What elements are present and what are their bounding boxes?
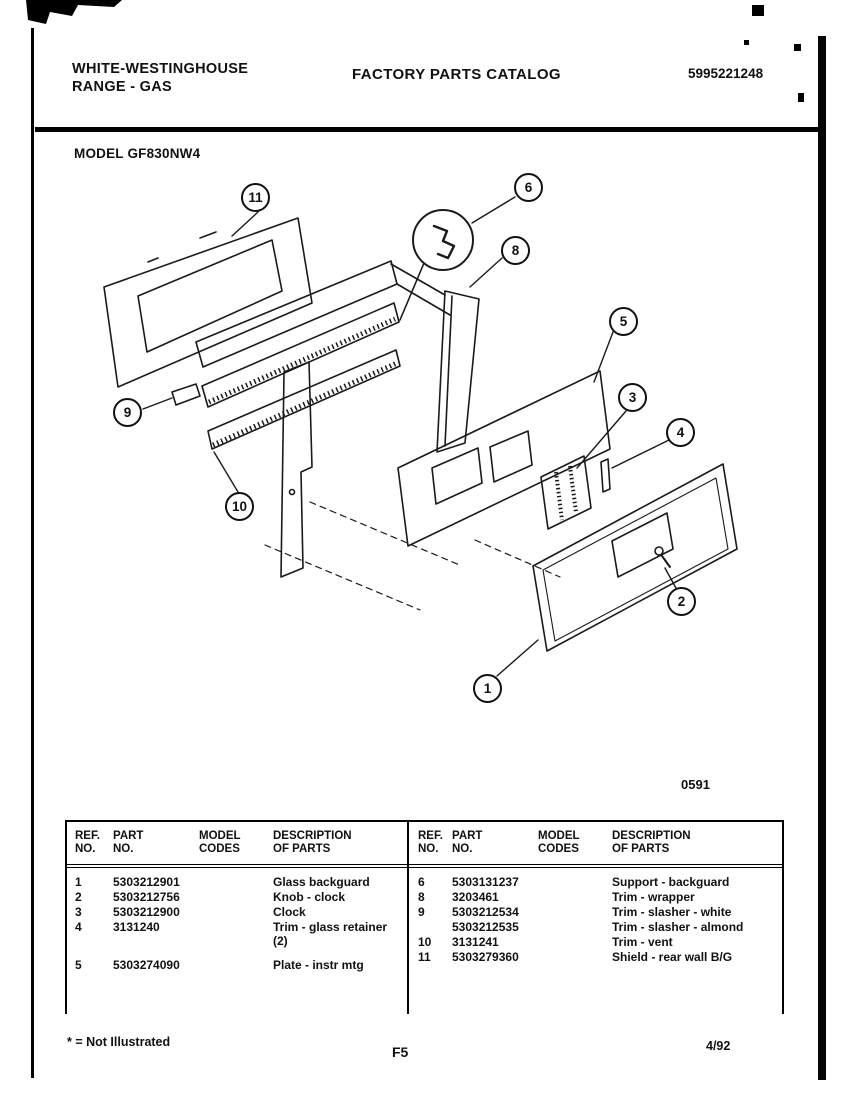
desc-cell: Trim - slasher - white <box>612 905 732 919</box>
desc-cell: Support - backguard <box>612 875 730 889</box>
codes-cell <box>538 890 612 904</box>
col-part: PART NO. <box>113 830 144 855</box>
ref-cell: 10 <box>418 935 432 949</box>
brand-line1: WHITE-WESTINGHOUSE <box>72 61 249 77</box>
table-row <box>75 875 408 889</box>
model-label: MODEL GF830NW4 <box>74 146 201 161</box>
ref-cell: 9 <box>418 905 425 919</box>
part-cell: 3131241 <box>452 935 499 949</box>
parts-table <box>65 820 784 1012</box>
part-clock <box>541 456 591 529</box>
ref-cell: 6 <box>418 875 425 889</box>
codes-cell <box>199 958 273 972</box>
header-rule <box>35 127 818 132</box>
col-model: MODEL CODES <box>199 830 241 855</box>
ref-cell: 5 <box>75 958 82 972</box>
part-screw <box>655 547 670 567</box>
table-header-right <box>408 822 784 868</box>
part-cell: 3131240 <box>113 920 160 934</box>
codes-cell <box>199 890 273 904</box>
table-row <box>418 935 784 949</box>
desc-cell: Trim - slasher - almond <box>612 920 744 934</box>
table-row <box>418 920 784 934</box>
diagram-page-code: 0591 <box>681 777 710 792</box>
callout-5: 5 <box>609 307 638 336</box>
part-cell: 5303274090 <box>113 958 180 972</box>
callout-4: 4 <box>666 418 695 447</box>
part-cell: 5303212535 <box>452 920 519 934</box>
ref-cell: 8 <box>418 890 425 904</box>
codes-cell <box>538 950 612 964</box>
callout-8: 8 <box>501 236 530 265</box>
desc-cell: Plate - instr mtg <box>273 958 364 972</box>
revision-date: 4/92 <box>706 1039 731 1053</box>
table-right-half <box>408 822 784 1014</box>
desc-cell: Trim - wrapper <box>612 890 695 904</box>
support-clip-detail <box>400 210 473 320</box>
codes-cell <box>199 920 273 948</box>
codes-cell <box>538 935 612 949</box>
ref-cell: 11 <box>418 950 431 964</box>
ref-cell: 4 <box>75 920 82 934</box>
part-cell: 5303212534 <box>452 905 519 919</box>
scan-edge-left <box>31 28 34 1078</box>
part-glass-retainer <box>601 459 610 492</box>
footnote: * = Not Illustrated <box>67 1035 171 1049</box>
codes-cell <box>538 905 612 919</box>
table-left-half <box>65 822 408 1014</box>
col-part: PART NO. <box>452 830 483 855</box>
part-cell: 5303212900 <box>113 905 180 919</box>
catalog-number: 5995221248 <box>688 66 764 81</box>
brand-line2: RANGE - GAS <box>72 79 172 95</box>
scan-edge-right <box>818 36 826 1080</box>
table-row <box>75 958 408 972</box>
table-row <box>75 920 408 948</box>
callout-6: 6 <box>514 173 543 202</box>
callout-2: 2 <box>667 587 696 616</box>
col-desc: DESCRIPTION OF PARTS <box>612 830 691 855</box>
desc-cell: Trim - glass retainer (2) <box>273 920 388 948</box>
part-cell: 5303131237 <box>452 875 519 889</box>
part-glass-backguard <box>533 464 737 651</box>
alignment-dashes <box>265 502 560 610</box>
desc-cell: Clock <box>273 905 306 919</box>
ref-cell <box>418 920 452 934</box>
part-cell: 3203461 <box>452 890 499 904</box>
col-ref: REF. NO. <box>75 830 100 855</box>
col-desc: DESCRIPTION OF PARTS <box>273 830 352 855</box>
part-trim-wrapper <box>437 291 479 452</box>
callout-3: 3 <box>618 383 647 412</box>
callout-10: 10 <box>225 492 254 521</box>
part-trim-bars <box>172 261 450 449</box>
codes-cell <box>199 875 273 889</box>
callout-9: 9 <box>113 398 142 427</box>
table-header-left <box>65 822 408 868</box>
desc-cell: Trim - vent <box>612 935 673 949</box>
part-center-bracket <box>281 362 312 577</box>
callout-11: 11 <box>241 183 270 212</box>
part-cell: 5303279360 <box>452 950 519 964</box>
brand-header <box>72 60 248 96</box>
catalog-title: FACTORY PARTS CATALOG <box>352 66 561 83</box>
callout-1: 1 <box>473 674 502 703</box>
part-control-panel <box>398 371 610 546</box>
ref-cell: 1 <box>75 875 82 889</box>
desc-cell: Knob - clock <box>273 890 346 904</box>
table-row <box>418 950 784 964</box>
table-row <box>75 890 408 904</box>
part-cell: 5303212756 <box>113 890 180 904</box>
codes-cell <box>199 905 273 919</box>
codes-cell <box>538 920 612 934</box>
col-model: MODEL CODES <box>538 830 580 855</box>
desc-cell: Shield - rear wall B/G <box>612 950 733 964</box>
ref-cell: 3 <box>75 905 82 919</box>
part-shield-rear-wall <box>104 218 312 387</box>
callout-leaders <box>143 197 677 676</box>
codes-cell <box>538 875 612 889</box>
part-cell: 5303212901 <box>113 875 180 889</box>
table-row <box>75 905 408 919</box>
table-body-right <box>408 868 784 964</box>
table-row <box>418 875 784 889</box>
table-row <box>418 905 784 919</box>
col-ref: REF. NO. <box>418 830 443 855</box>
page-number: F5 <box>392 1044 409 1060</box>
table-row <box>418 890 784 904</box>
ref-cell: 2 <box>75 890 82 904</box>
table-body-left <box>65 868 408 972</box>
desc-cell: Glass backguard <box>273 875 370 889</box>
